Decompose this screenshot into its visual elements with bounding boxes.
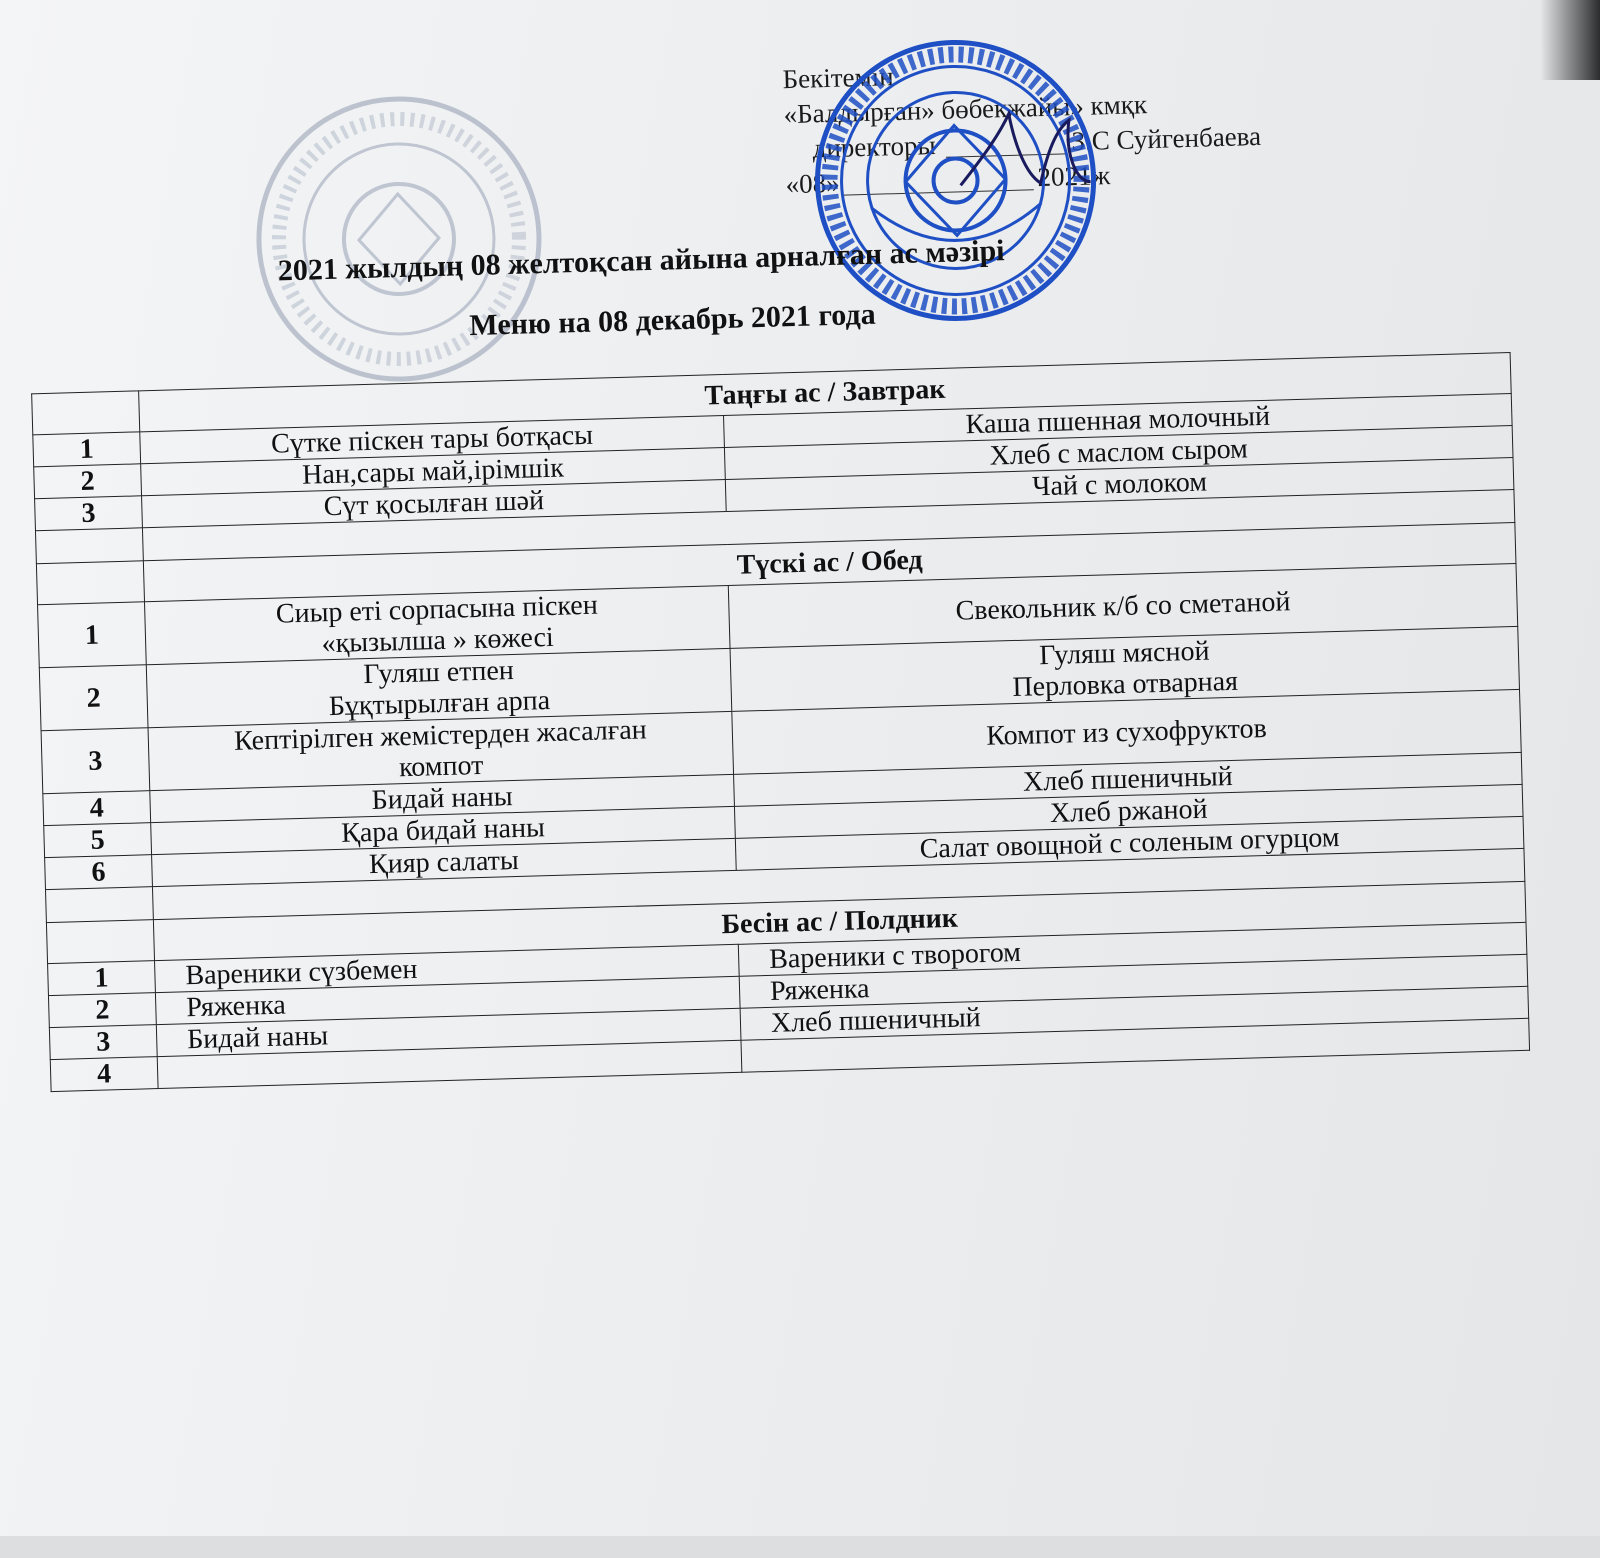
dish-kz: Бидай наны xyxy=(156,1008,741,1056)
row-number: 3 xyxy=(49,1025,157,1060)
dish-ru-line: Компот из сухофруктов xyxy=(985,712,1268,752)
row-number: 5 xyxy=(44,823,152,858)
dish-kz-line: компот xyxy=(398,749,484,784)
row-number: 2 xyxy=(39,665,148,731)
faded-stamp xyxy=(245,85,553,393)
dish-kz-line: Бұқтырылған арпа xyxy=(328,684,551,723)
dish-kz: Сүтке піскен тары ботқасы xyxy=(140,416,725,464)
dish-kz: Бидай наны xyxy=(150,774,735,822)
dish-kz: Ряженка xyxy=(155,976,740,1024)
dish-kz: Вареники сүзбемен xyxy=(155,944,740,992)
dish-ru: Каша пшенная молочный xyxy=(724,394,1513,448)
row-number: 1 xyxy=(48,961,156,996)
approval-name: З.С Суйгенбаева xyxy=(1071,120,1262,157)
row-number: 1 xyxy=(38,602,147,668)
dish-kz: Нан,сары май,ірімшік xyxy=(141,448,726,496)
row-number: 3 xyxy=(41,728,150,794)
dish-kz-line: Гуляш етпен xyxy=(363,654,515,691)
row-number: 3 xyxy=(35,496,143,531)
dish-ru: Хлеб с маслом сыром xyxy=(724,426,1513,480)
dish-ru-line: Гуляш мясной xyxy=(1038,635,1210,672)
approval-line-1: Бекітемін xyxy=(782,61,894,95)
dish-ru-line: Свекольник к/б со сметаной xyxy=(955,585,1291,627)
dish-kz-line: «қызылша » көжесі xyxy=(321,621,555,660)
title-kazakh: 2021 жылдың 08 желтоқсан айына арналған ас мәзірі xyxy=(277,234,1005,288)
dish-kz-line: Кептірілген жемістерден жасалған xyxy=(233,714,648,757)
dish-ru: Хлеб ржаной xyxy=(734,784,1523,838)
row-number: 2 xyxy=(34,464,142,499)
title-russian: Меню на 08 декабрь 2021 года xyxy=(468,297,877,343)
approval-role: директоры xyxy=(812,130,937,164)
approval-date-year: 2021ж xyxy=(1037,160,1111,193)
row-number: 4 xyxy=(43,791,151,826)
dish-ru: Хлеб пшеничный xyxy=(734,752,1523,806)
row-number: 1 xyxy=(33,432,141,467)
row-number: 4 xyxy=(50,1057,158,1092)
approval-date-day: 08 xyxy=(798,168,827,199)
dish-ru: Ряженка xyxy=(739,954,1528,1008)
dish-ru-line: Перловка отварная xyxy=(1012,665,1239,704)
dish-kz: Қара бидай наны xyxy=(151,806,736,854)
dish-kz: Қияр салаты xyxy=(152,838,737,886)
section-title: Таңғы ас / Завтрак xyxy=(139,353,1512,432)
official-stamp xyxy=(807,31,1105,329)
row-number: 2 xyxy=(48,993,156,1028)
dish-kz-line: Сиыр еті сорпасына піскен xyxy=(275,589,599,630)
dish-ru: Вареники с творогом xyxy=(738,922,1527,976)
dish-kz: Сүт қосылған шәй xyxy=(142,479,727,527)
menu-table xyxy=(31,352,1530,1092)
section-title: Бесін ас / Полдник xyxy=(153,881,1526,960)
row-number: 6 xyxy=(45,855,153,890)
approval-date-open: « xyxy=(785,168,800,200)
dish-ru: Хлеб пшеничный xyxy=(740,986,1529,1040)
approval-date-close: » xyxy=(825,167,840,199)
dish-ru: Чай с молоком xyxy=(725,457,1514,511)
dish-ru: Салат овощной с соленым огурцом xyxy=(735,816,1524,870)
approval-line-2: «Балдырған» бөбекжайы» кмқк xyxy=(783,89,1148,130)
section-title: Түскі ас / Обед xyxy=(143,522,1516,601)
